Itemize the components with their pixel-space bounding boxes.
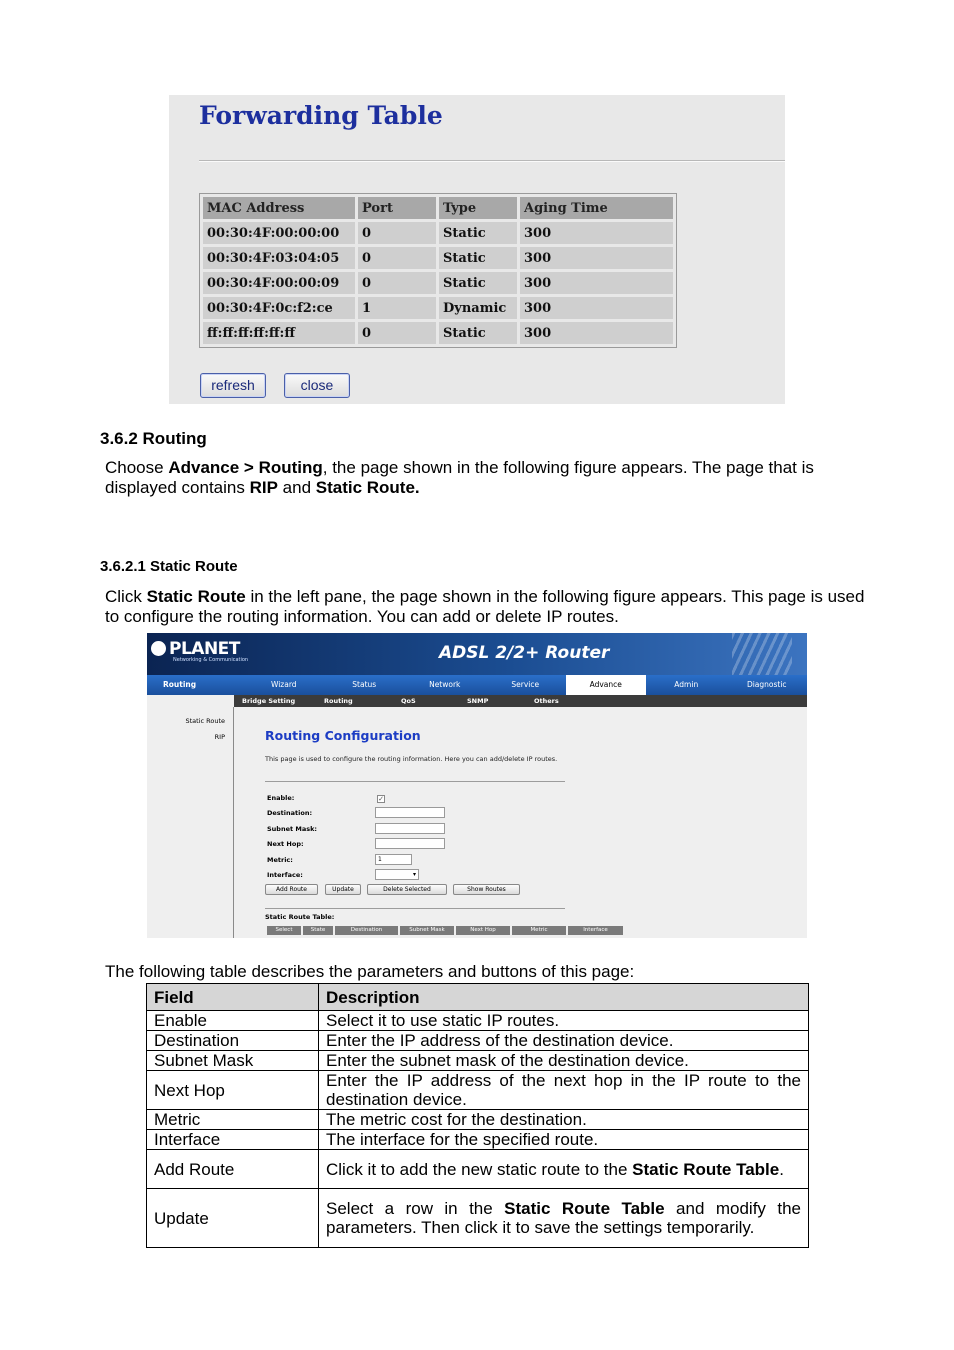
refresh-button[interactable]: refresh [200,373,266,398]
main-nav [147,675,807,695]
col-select: Select [267,926,301,935]
bold-text: Static Route [146,587,246,606]
dropdown-arrow-icon: ▾ [412,871,416,878]
nav-status[interactable]: Status [352,680,377,689]
description-cell: Enter the IP address of the destination device. [319,1031,809,1051]
subnav-spacer [147,695,234,707]
table-intro: The following table describes the parameters and buttons of this page: [105,962,635,981]
description-cell: Enter the subnet mask of the destination device. [319,1051,809,1071]
interface-label: Interface: [267,871,303,879]
description-cell: Select it to use static IP routes. [319,1011,809,1031]
planet-logo [151,639,240,659]
col-interface: Interface [568,926,623,935]
logo-subtitle: Networking & Communication [173,657,249,663]
enable-checkbox[interactable]: ✓ [378,795,384,803]
nav-admin[interactable]: Admin [674,680,699,689]
field-cell: Enable [147,1011,319,1031]
interface-select[interactable] [375,869,419,880]
description-cell [319,1150,809,1189]
cell-aging: 300 [520,247,673,269]
add-route-button[interactable]: Add Route [265,884,318,895]
cell-mac: 00:30:4F:00:00:00 [203,222,355,244]
bold-text: Static Route. [315,478,420,497]
field-cell: Destination [147,1031,319,1051]
nav-diagnostic[interactable]: Diagnostic [746,680,787,689]
forwarding-table [199,193,677,348]
nav-advance[interactable]: Advance [566,675,647,695]
close-button[interactable]: close [284,373,350,398]
description-cell: The interface for the specified route. [319,1130,809,1150]
logo-text: PLANET [169,639,240,659]
routing-config-description: This page is used to configure the routing information. Here you can add/delete IP routes. [265,755,558,763]
table-row [147,1130,809,1150]
field-cell: Update [147,1189,319,1248]
forwarding-table-title: Forwarding Table [199,101,443,130]
table-row [203,272,673,294]
table-row [203,322,673,344]
col-mac-address: MAC Address [203,197,355,219]
col-type: Type [439,197,517,219]
text: Select a row in the [326,1199,505,1218]
table-header-row [203,197,673,219]
static-route-paragraph [105,587,875,627]
cell-port: 0 [358,272,436,294]
subnav-bridge-setting[interactable]: Bridge Setting [242,697,296,705]
static-route-table-label: Static Route Table: [265,913,335,921]
cell-aging: 300 [520,222,673,244]
description-cell: Enter the IP address of the next hop in the IP route to the destination device. [319,1071,809,1110]
text: Choose [105,458,169,477]
table-row [147,1031,809,1051]
planet-logo-icon [151,641,166,656]
col-description: Description [319,984,809,1011]
section-heading-static-route: 3.6.2.1 Static Route [100,558,238,575]
table-row [147,1189,809,1248]
subnet-mask-label: Subnet Mask: [267,825,318,833]
table-row [203,297,673,319]
metric-label: Metric: [267,856,293,864]
bold-text: RIP [249,478,278,497]
product-name: ADSL 2/2+ Router [439,643,610,663]
cell-type: Dynamic [439,297,517,319]
table-row [147,1150,809,1189]
cell-type: Static [439,322,517,344]
cell-port: 0 [358,247,436,269]
routing-config-title: Routing Configuration [265,728,421,743]
table-header-row [147,984,809,1011]
forwarding-table-screenshot [169,95,785,404]
description-cell [319,1189,809,1248]
bold-text: Advance > Routing [168,458,323,477]
text: Click [105,587,147,606]
text: and modify the parameters. Then click it to save the settings temporarily. [326,1199,801,1237]
show-routes-button[interactable]: Show Routes [453,884,520,895]
col-field: Field [147,984,319,1011]
text: . [779,1159,784,1179]
bold-text: Static Route Table [504,1199,665,1218]
router-ui-screenshot [147,633,807,938]
table-row [147,1071,809,1110]
cell-aging: 300 [520,297,673,319]
table-row [147,1011,809,1031]
side-menu [147,707,234,938]
subnav-routing[interactable]: Routing [324,697,353,705]
side-item-rip[interactable]: RIP [214,733,225,741]
cell-type: Static [439,247,517,269]
subnet-mask-input[interactable] [375,823,445,834]
banner [147,633,807,675]
table-row [147,1051,809,1071]
subnav-snmp[interactable]: SNMP [467,697,489,705]
section-heading-routing: 3.6.2 Routing [100,429,207,448]
cell-mac: 00:30:4F:03:04:05 [203,247,355,269]
subnav-qos[interactable]: QoS [401,697,416,705]
update-button[interactable]: Update [325,884,361,895]
cell-aging: 300 [520,322,673,344]
nav-network[interactable]: Network [429,680,461,689]
text: and [277,478,316,497]
cell-port: 1 [358,297,436,319]
next-hop-label: Next Hop: [267,840,304,848]
cell-port: 0 [358,322,436,344]
field-cell: Interface [147,1130,319,1150]
field-cell: Subnet Mask [147,1051,319,1071]
divider [265,908,565,909]
delete-selected-button[interactable]: Delete Selected [367,884,447,895]
field-cell: Metric [147,1110,319,1130]
divider [199,160,785,162]
nav-service[interactable]: Service [511,680,540,689]
enable-label: Enable: [267,794,295,802]
col-aging-time: Aging Time [520,197,673,219]
cell-port: 0 [358,222,436,244]
destination-input[interactable] [375,807,445,818]
col-state: State [303,926,333,935]
destination-label: Destination: [267,809,313,817]
text: , the page shown in the following figure appears. The page that is displayed contains [105,458,814,497]
next-hop-input[interactable] [375,838,445,849]
cell-mac: ff:ff:ff:ff:ff:ff [203,322,355,344]
nav-routing[interactable]: Routing [163,680,197,689]
col-next-hop: Next Hop [456,926,510,935]
cell-mac: 00:30:4F:00:00:09 [203,272,355,294]
routing-paragraph [105,458,875,498]
cell-mac: 00:30:4F:0c:f2:ce [203,297,355,319]
col-port: Port [358,197,436,219]
side-item-static-route[interactable]: Static Route [185,717,225,725]
text: in the left pane, the page shown in the following figure appears. This page is used to configure the routing information. You can add or delete IP routes. [105,587,865,626]
nav-wizard[interactable]: Wizard [270,680,297,689]
cell-type: Static [439,272,517,294]
table-row [203,222,673,244]
cell-type: Static [439,222,517,244]
field-cell: Next Hop [147,1071,319,1110]
sub-nav [147,695,807,707]
description-cell: The metric cost for the destination. [319,1110,809,1130]
table-row [147,1110,809,1130]
text: Click it to add the new static route to the [326,1159,633,1179]
metric-input[interactable]: 1 [375,854,412,865]
col-subnet-mask: Subnet Mask [400,926,454,935]
banner-decoration [732,633,792,675]
parameter-table [146,983,809,1248]
table-row [203,247,673,269]
bold-text: Static Route Table [632,1159,780,1179]
divider [265,781,565,782]
col-metric: Metric [512,926,566,935]
col-destination: Destination [335,926,398,935]
subnav-others[interactable]: Others [534,697,559,705]
cell-aging: 300 [520,272,673,294]
field-cell: Add Route [147,1150,319,1189]
